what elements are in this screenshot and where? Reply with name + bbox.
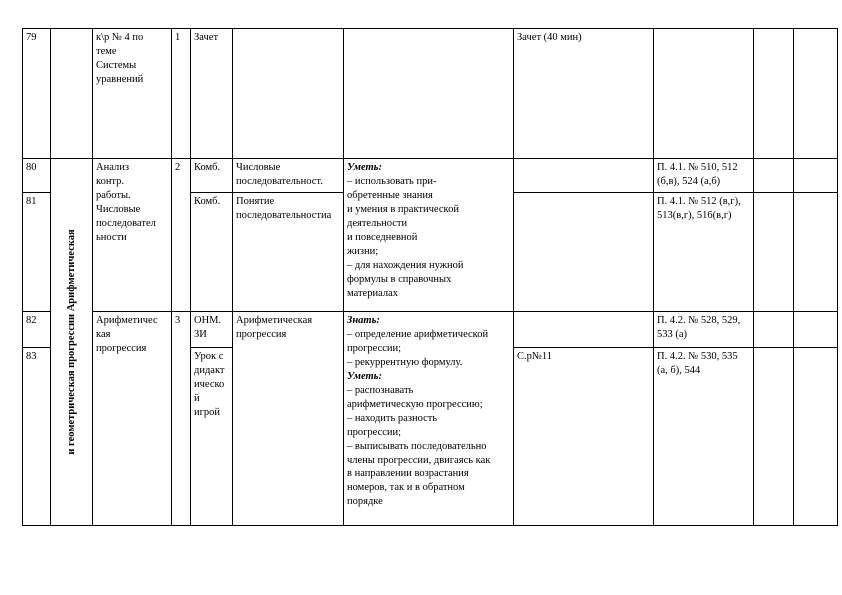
section-cell (51, 29, 93, 159)
lesson-topic: Арифметичес кая прогрессия (93, 312, 172, 526)
content: Арифметическая прогрессия (233, 312, 344, 526)
lesson-type: ОНМ. ЗИ (191, 312, 233, 348)
lesson-number: 79 (23, 29, 51, 159)
homework: П. 4.1. № 510, 512 (б,в), 524 (а,б) (654, 159, 754, 193)
lesson-number: 83 (23, 348, 51, 526)
control-form (514, 193, 654, 312)
control-form: Зачет (40 мин) (514, 29, 654, 159)
content (233, 29, 344, 159)
homework: П. 4.2. № 528, 529, 533 (а) (654, 312, 754, 348)
table-row (23, 29, 838, 159)
requirements: Уметь: – использовать при- обретенные знания и умения в практической деятельности и повседневной жизни; – для нахождения нужной формулы в справочных материалах (344, 159, 514, 312)
section-title-vertical: и геометрическая прогрессии Арифметическая (51, 159, 93, 526)
control-form: С.р№11 (514, 348, 654, 526)
content: Числовые последовательност. (233, 159, 344, 193)
lesson-type: Урок с дидакт ическо й игрой (191, 348, 233, 526)
lesson-type: Зачет (191, 29, 233, 159)
hours: 1 (172, 29, 191, 159)
control-form (514, 312, 654, 348)
lesson-number: 82 (23, 312, 51, 348)
requirements (344, 29, 514, 159)
lesson-type: Комб. (191, 193, 233, 312)
content: Понятие последовательностиа (233, 193, 344, 312)
lesson-type: Комб. (191, 159, 233, 193)
hours: 3 (172, 312, 191, 526)
lesson-topic: к\р № 4 по теме Системы уравнений (93, 29, 172, 159)
control-form (514, 159, 654, 193)
hours: 2 (172, 159, 191, 312)
homework: П. 4.2. № 530, 535 (а, б), 544 (654, 348, 754, 526)
lesson-number: 81 (23, 193, 51, 312)
requirements: Знать: – определение арифметической прогрессии; – рекуррентную формулу. Уметь: – распознавать арифметическую прогрессию; – находить разность прогрессии; – выписывать последовательно члены прогрессии, двигаясь как в направлении возрастания номеров, так и в обратном порядке (344, 312, 514, 526)
lesson-plan-table (22, 28, 838, 526)
table-row (23, 159, 838, 193)
homework: П. 4.1. № 512 (в,г), 513(в,г), 516(в,г) (654, 193, 754, 312)
table-row (23, 312, 838, 348)
lesson-topic: Анализ контр. работы. Числовые последовател ьности (93, 159, 172, 312)
homework (654, 29, 754, 159)
lesson-number: 80 (23, 159, 51, 193)
